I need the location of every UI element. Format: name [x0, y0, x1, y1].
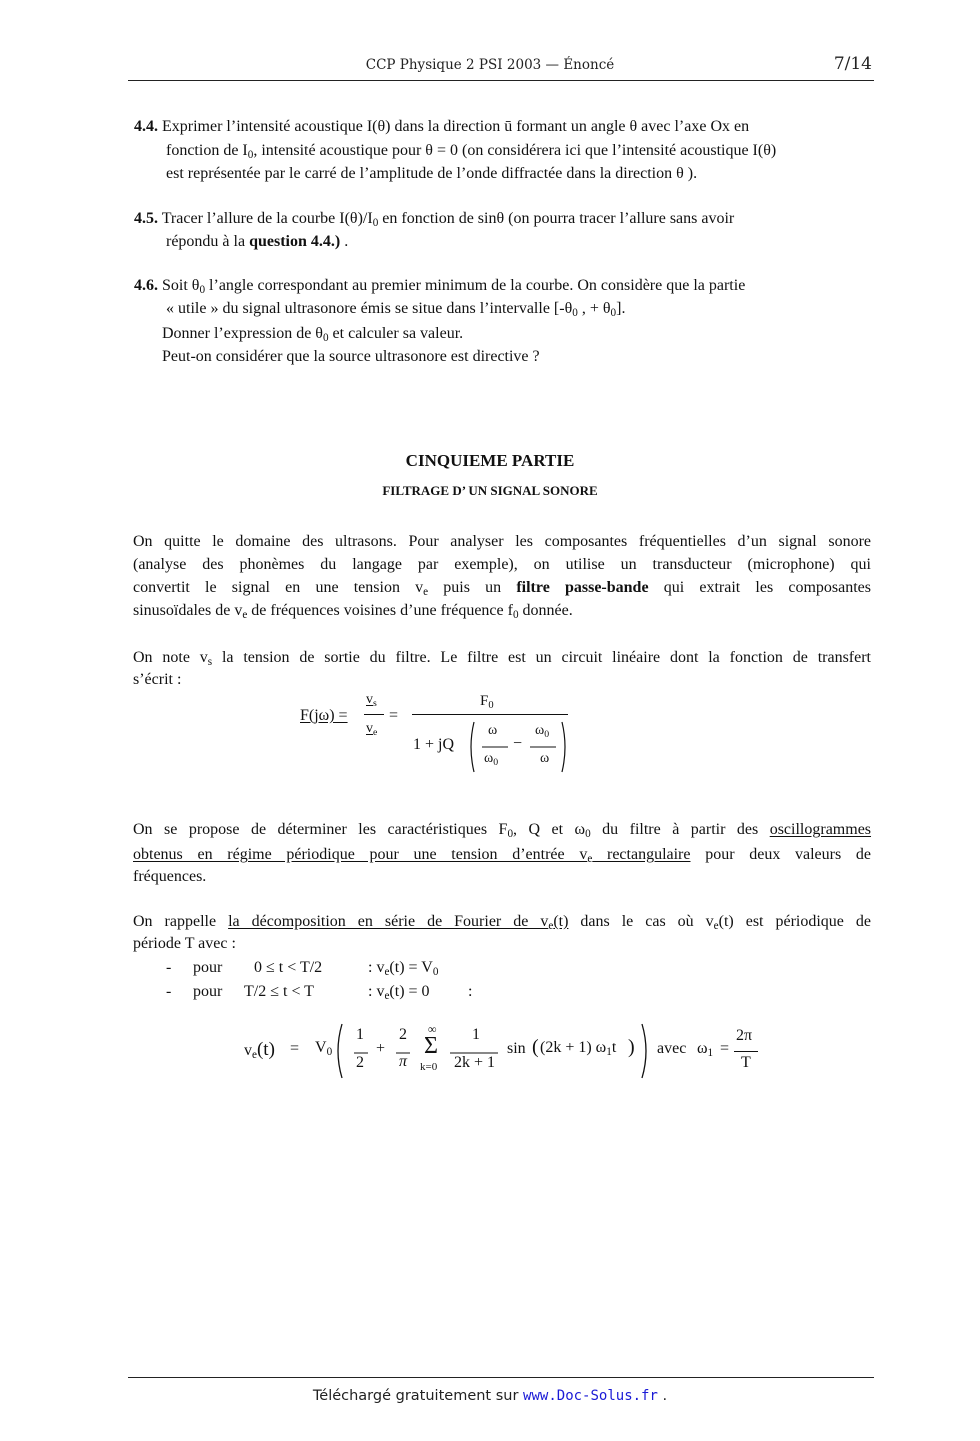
text-line: On note $v_s$ la tension de sortie du filtre. Le filtre est un circuit linéaire dont la fonction de transfert — [133, 649, 871, 668]
text-line: On quitte le domaine des ultrasons. Pour analyser les composantes fréquentielles d’un signal sonore — [133, 533, 871, 550]
eq-omega1: $\omega_1$ — [697, 1040, 714, 1059]
eq-ve: $v_e$ — [366, 721, 378, 738]
left-paren — [338, 1024, 342, 1078]
footer-tail: . — [657, 1388, 668, 1404]
part-subtitle: FILTRAGE D’ UN SIGNAL SONORE — [382, 483, 598, 498]
eq-T: T — [741, 1054, 751, 1071]
question-number: 4.6. — [134, 277, 158, 294]
eq-omega0: $\omega_0$ — [484, 751, 499, 768]
footer-rule — [128, 1377, 874, 1378]
eq-vs: $v_s$ — [366, 692, 377, 709]
eq-numerator: $F_0$ — [480, 693, 494, 711]
eq-sign: = — [720, 1040, 730, 1057]
eq-omega: ω — [488, 723, 498, 738]
text-line: 4.5. Tracer l’allure de la courbe $I(\theta)/I_0$ en fonction de sinθ (on pourra tracer l’allure sans avoir — [134, 210, 735, 229]
text-line: On rappelle la décomposition en série de Fourier de $v_e(t)$ dans le cas où $v_e(t)$ est périodique de — [133, 913, 872, 932]
eq-avec: avec — [657, 1040, 687, 1057]
eq-frac-den: 2k + 1 — [454, 1054, 496, 1071]
sigma-icon: Σ — [424, 1033, 438, 1059]
eq-open-paren: ( — [532, 1036, 539, 1058]
eq-minus: − — [513, 735, 523, 752]
eq-arg: (2k + 1) $\omega_1t$ — [540, 1039, 617, 1058]
eq-pi: π — [399, 1053, 408, 1070]
header-rule — [128, 80, 874, 81]
eq-close-paren: ) — [628, 1036, 635, 1058]
eq-2pi: 2π — [736, 1027, 753, 1044]
text-line: sinusoïdales de $v_e$ de fréquences voisines d’une fréquence $f_0$ donnée. — [133, 602, 573, 621]
footer-text: Téléchargé gratuitement sur — [312, 1388, 524, 1404]
right-paren — [642, 1024, 646, 1078]
page-number: 7/14 — [833, 54, 872, 74]
text-line: est représentée par le carré de l’amplitude de l’onde diffractée dans la direction θ ). — [166, 165, 698, 182]
text-line: 4.6. Soit $\theta_0$ l’angle correspondant au premier minimum de la courbe. On considère que la partie — [134, 277, 746, 296]
page-header-title: CCP Physique 2 PSI 2003 — Énoncé — [365, 57, 615, 73]
footer-link[interactable]: www.Doc-Solus.fr — [523, 1388, 658, 1404]
eq-lhs: F(jω) = — [300, 707, 348, 724]
text-line: obtenus en régime périodique pour une tension d’entrée $v_e$ rectangulaire pour deux valeurs de — [133, 846, 872, 865]
text-line: « utile » du signal ultrasonore émis se situe dans l’intervalle [$-\theta_0$ , + $\theta_0$]. — [166, 300, 626, 319]
text-line: (analyse des phonèmes du langage par exemple), on utilise un transducteur (microphone) qui — [133, 556, 871, 573]
text-line: On se propose de déterminer les caractéristiques $F_0$, Q et $\omega_0$ du filtre à partir des oscillogrammes — [133, 821, 872, 840]
eq-sin: sin — [507, 1040, 526, 1057]
text-line: Exprimer l’intensité acoustique I(θ) dans la direction ū formant un angle θ avec l’axe Ox en — [162, 118, 750, 135]
eq-plus: + — [376, 1040, 386, 1057]
footer — [0, 1388, 980, 1404]
eq-half-num: 1 — [356, 1026, 364, 1043]
text-line: convertit le signal en une tension $v_e$ puis un filtre passe-bande qui extrait les composantes — [133, 579, 871, 598]
eq-omega: ω — [540, 751, 550, 766]
eq-omega0: $\omega_0$ — [535, 723, 550, 740]
eq-half-den: 2 — [356, 1054, 364, 1071]
text-line: s’écrit : — [133, 671, 182, 688]
eq-sign: = — [389, 707, 399, 724]
text-line: répondu à la question 4.4.) . — [166, 233, 349, 250]
text-line: Peut-on considérer que la source ultrasonore est directive ? — [162, 348, 540, 365]
left-paren — [471, 722, 474, 772]
text-line: fonction de $I_0$, intensité acoustique pour θ = 0 (on considérera ici que l’intensité acoustique I(θ) — [166, 142, 777, 161]
fraction-bar — [412, 714, 568, 715]
eq-denominator: 1 + jQ — [413, 736, 455, 753]
right-paren — [562, 722, 565, 772]
text-line: fréquences. — [133, 868, 207, 885]
eq-sum-lower: k=0 — [420, 1061, 438, 1073]
part-title: CINQUIEME PARTIE — [405, 451, 575, 470]
question-number: 4.4. — [134, 118, 158, 135]
eq-sum-upper: ∞ — [428, 1022, 437, 1036]
eq-two: 2 — [399, 1026, 407, 1043]
text-line: période T avec : — [133, 935, 236, 952]
eq-sign: = — [290, 1040, 300, 1057]
text-line: Donner l’expression de $\theta_0$ et calculer sa valeur. — [162, 325, 464, 344]
eq-lhs: $v_e(t)$ — [244, 1039, 275, 1061]
fraction-bar — [364, 714, 384, 715]
eq-V0: $V_0$ — [315, 1039, 333, 1058]
eq-frac-num: 1 — [472, 1026, 480, 1043]
fraction-bar — [734, 1051, 758, 1052]
question-number: 4.5. — [134, 210, 158, 227]
